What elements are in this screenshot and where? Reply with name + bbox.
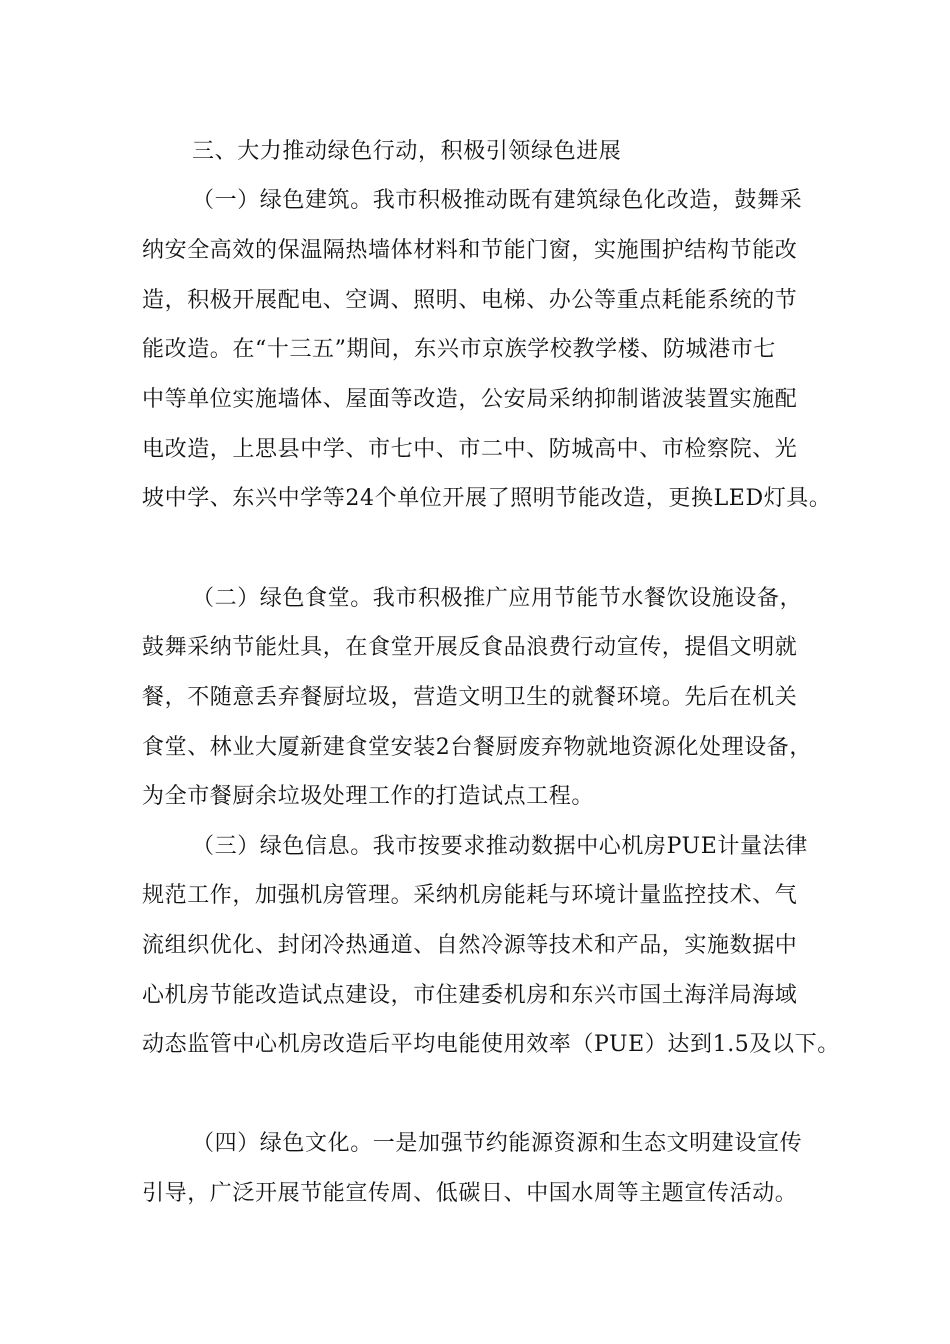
section-heading: 三、大力推动绿色行动，积极引领绿色进展: [192, 139, 622, 164]
paragraph-line: 为全市餐厨余垃圾处理工作的打造试点工程。: [142, 784, 595, 809]
paragraph-line: 心机房节能改造试点建设，市住建委机房和东兴市国土海洋局海域: [142, 983, 798, 1008]
paragraph-line: 中等单位实施墙体、屋面等改造，公安局采纳抑制谐波装置实施配: [142, 387, 798, 412]
paragraph-line: 能改造。在“十三五”期间，东兴市京族学校教学楼、防城港市七: [142, 337, 776, 362]
paragraph-line: （三）绿色信息。我市按要求推动数据中心机房PUE计量法律: [192, 834, 808, 859]
paragraph-line: 流组织优化、封闭冷热通道、自然冷源等技术和产品，实施数据中: [142, 933, 798, 958]
paragraph-line: 食堂、林业大厦新建食堂安装2台餐厨废弃物就地资源化处理设备，: [142, 735, 812, 760]
paragraph-line: 鼓舞采纳节能灶具，在食堂开展反食品浪费行动宣传，提倡文明就: [142, 635, 798, 660]
paragraph-line: 餐，不随意丢弃餐厨垃圾，营造文明卫生的就餐环境。先后在机关: [142, 685, 798, 710]
paragraph-line: 动态监管中心机房改造后平均电能使用效率（PUE）达到1.5及以下。: [142, 1032, 840, 1057]
paragraph-line: 纳安全高效的保温隔热墙体材料和节能门窗，实施围护结构节能改: [142, 238, 798, 263]
paragraph-line: 引导，广泛开展节能宣传周、低碳日、中国水周等主题宣传活动。: [142, 1181, 798, 1206]
paragraph-line: （四）绿色文化。一是加强节约能源资源和生态文明建设宣传: [192, 1131, 803, 1156]
paragraph-line: 电改造，上思县中学、市七中、市二中、防城高中、市检察院、光: [142, 437, 798, 462]
paragraph-line: （一）绿色建筑。我市积极推动既有建筑绿色化改造，鼓舞采: [192, 188, 803, 213]
paragraph-line: 规范工作，加强机房管理。采纳机房能耗与环境计量监控技术、气: [142, 883, 798, 908]
paragraph-line: 造，积极开展配电、空调、照明、电梯、办公等重点耗能系统的节: [142, 288, 798, 313]
paragraph-line: 坡中学、东兴中学等24个单位开展了照明节能改造，更换LED灯具。: [142, 486, 832, 511]
paragraph-line: （二）绿色食堂。我市积极推广应用节能节水餐饮设施设备，: [192, 586, 803, 611]
